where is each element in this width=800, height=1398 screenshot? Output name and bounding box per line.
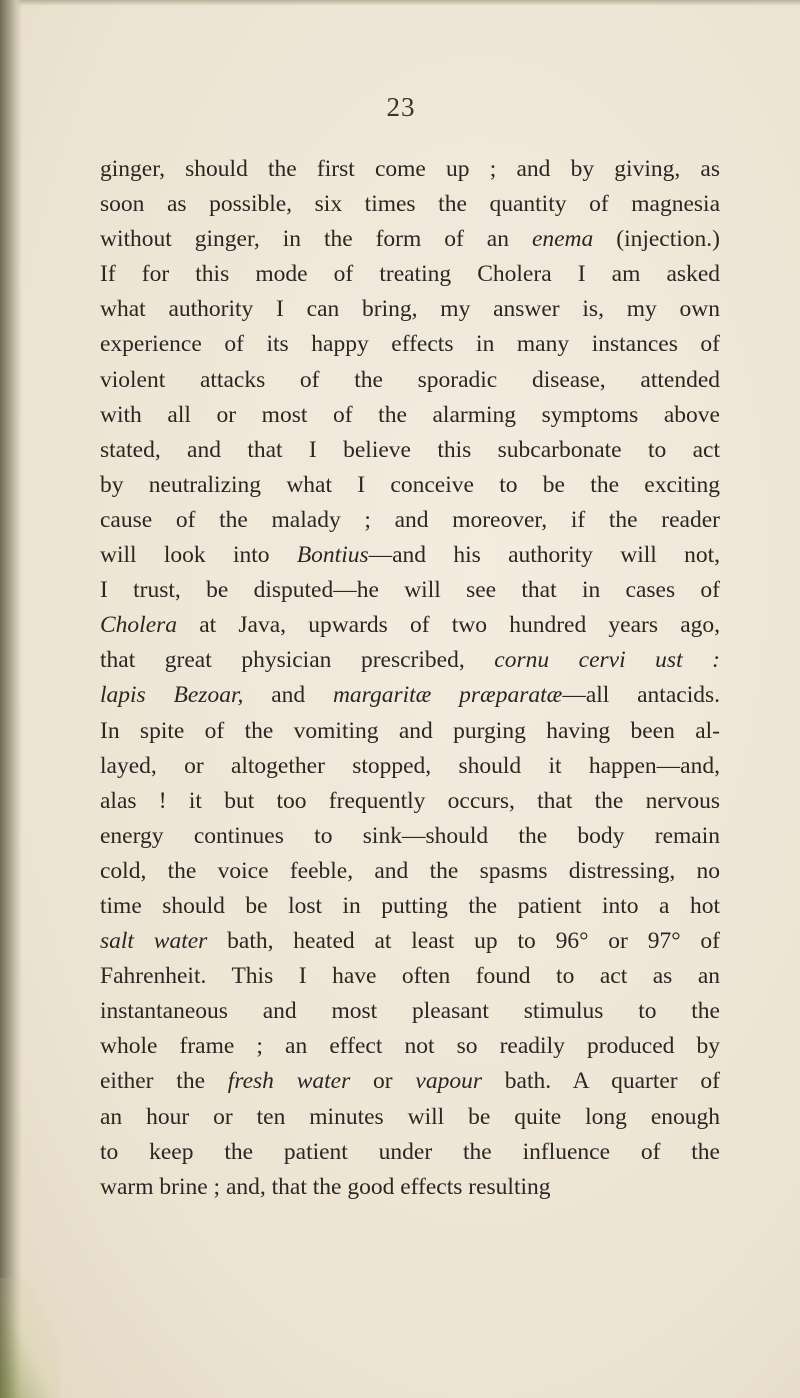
text-line bbox=[100, 573, 720, 608]
text-line bbox=[100, 292, 720, 327]
text-line bbox=[100, 749, 720, 784]
text-run: by neutralizing what I conceive to be the exciting bbox=[100, 471, 720, 498]
text-run: If for this mode of treating Cholera I am asked bbox=[100, 261, 720, 288]
text-run: stated, and that I believe this subcarbonate to act bbox=[100, 436, 720, 463]
text-run: what authority I can bring, my answer is, my own bbox=[100, 296, 720, 323]
text-line bbox=[100, 889, 720, 924]
binding-edge bbox=[0, 0, 22, 1398]
text-line bbox=[100, 643, 720, 678]
italic-text: Cholera bbox=[100, 612, 178, 639]
text-run: without ginger, in the form of an bbox=[100, 226, 532, 253]
text-run: In spite of the vomiting and purging having been al- bbox=[100, 717, 720, 744]
text-line bbox=[100, 959, 720, 994]
binding-stain bbox=[0, 1278, 60, 1398]
text-line bbox=[100, 363, 720, 398]
text-run: will look into bbox=[100, 542, 297, 569]
text-run: an hour or ten minutes will be quite long enough bbox=[100, 1103, 720, 1130]
italic-text: lapis Bezoar, bbox=[100, 682, 244, 709]
text-run: violent attacks of the sporadic disease, attended bbox=[100, 366, 720, 393]
text-line bbox=[100, 784, 720, 819]
italic-text: enema bbox=[531, 226, 594, 253]
text-run: —and his authority will not, bbox=[368, 542, 720, 569]
body-text bbox=[100, 152, 720, 1205]
italic-text: fresh water bbox=[227, 1068, 351, 1095]
text-line bbox=[100, 1170, 720, 1205]
text-run: instantaneous and most pleasant stimulus to the bbox=[100, 998, 720, 1025]
text-run: alas ! it but too frequently occurs, that the nervous bbox=[100, 787, 720, 814]
text-run: cold, the voice feeble, and the spasms distressing, no bbox=[100, 857, 720, 884]
text-line bbox=[100, 538, 720, 573]
text-run: Fahrenheit. This I have often found to act as an bbox=[100, 963, 720, 990]
text-line bbox=[100, 433, 720, 468]
text-line bbox=[100, 714, 720, 749]
text-run: energy continues to sink—should the body remain bbox=[100, 822, 720, 849]
text-run: at Java, upwards of two hundred years ago, bbox=[177, 612, 720, 639]
text-run: ginger, should the first come up ; and by giving, as bbox=[100, 156, 720, 182]
text-run: cause of the malady ; and moreover, if the reader bbox=[100, 506, 720, 533]
text-run: bath, heated at least up to 96° or 97° of bbox=[207, 928, 720, 955]
text-run: —all antacids. bbox=[562, 682, 720, 709]
text-line bbox=[100, 503, 720, 538]
text-run: I trust, be disputed—he will see that in cases of bbox=[100, 577, 720, 604]
text-line bbox=[100, 222, 720, 257]
italic-text: vapour bbox=[415, 1068, 482, 1095]
page-number: 23 bbox=[386, 92, 416, 122]
text-line bbox=[100, 1100, 720, 1135]
text-run: (injection.) bbox=[593, 226, 720, 253]
text-line bbox=[100, 608, 720, 643]
text-line bbox=[100, 1029, 720, 1064]
text-run: or bbox=[350, 1068, 416, 1095]
text-line bbox=[100, 678, 720, 713]
text-run: with all or most of the alarming symptoms above bbox=[100, 401, 720, 428]
italic-text: cornu cervi ust : bbox=[494, 647, 720, 674]
text-line bbox=[100, 468, 720, 503]
italic-text: margaritæ præparatæ bbox=[332, 682, 563, 709]
page-top-edge bbox=[0, 0, 800, 6]
text-line bbox=[100, 819, 720, 854]
text-run: soon as possible, six times the quantity of magnesia bbox=[100, 191, 720, 218]
text-line bbox=[100, 1064, 720, 1099]
text-line bbox=[100, 398, 720, 433]
italic-text: salt water bbox=[100, 928, 208, 955]
text-run: either the bbox=[100, 1068, 228, 1095]
text-run: whole frame ; an effect not so readily produced by bbox=[100, 1033, 720, 1060]
text-run: layed, or altogether stopped, should it happen—and, bbox=[100, 752, 720, 779]
text-run: experience of its happy effects in many instances of bbox=[100, 331, 720, 358]
text-line bbox=[100, 994, 720, 1029]
text-line bbox=[100, 257, 720, 292]
text-line bbox=[100, 327, 720, 362]
text-run: that great physician prescribed, bbox=[100, 647, 495, 674]
text-line bbox=[100, 187, 720, 222]
text-run: bath. A quarter of bbox=[481, 1068, 720, 1095]
text-line bbox=[100, 924, 720, 959]
text-run: and bbox=[243, 682, 333, 709]
text-line bbox=[100, 152, 720, 187]
text-run: to keep the patient under the influence of the bbox=[100, 1138, 720, 1165]
text-line bbox=[100, 854, 720, 889]
text-line bbox=[100, 1135, 720, 1170]
italic-text: Bontius bbox=[296, 542, 369, 569]
text-run: time should be lost in putting the patient into a hot bbox=[100, 892, 720, 919]
text-run: warm brine ; and, that the good effects resulting bbox=[100, 1173, 551, 1200]
